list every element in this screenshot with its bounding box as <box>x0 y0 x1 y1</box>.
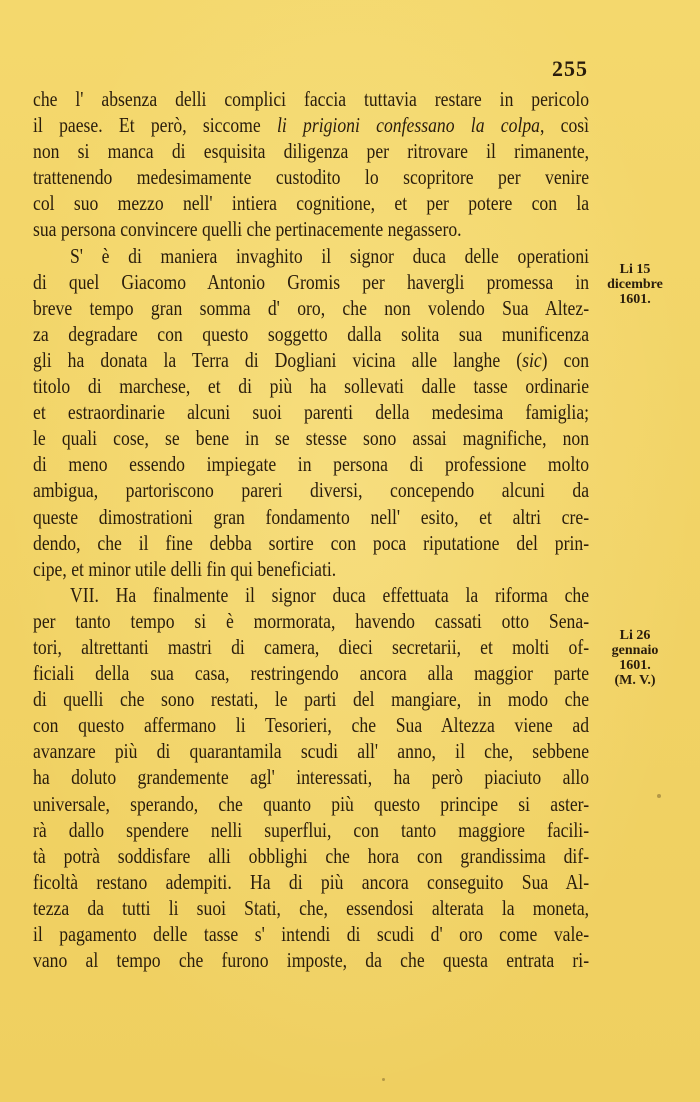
body-text <box>33 86 589 973</box>
text-line: ficiali della sua casa, restringendo ancora alla maggior parte <box>33 661 590 686</box>
text-line: ficoltà restano adempiti. Ha di più ancora conseguito Sua Al- <box>33 869 590 894</box>
text-segment: il paese. Et però, siccome <box>33 113 277 138</box>
page-number: 255 <box>552 56 588 81</box>
text-line: ha doluto grandemente agl' interessati, ha però piaciuto allo <box>33 765 590 790</box>
text-line: tori, altrettanti mastri di camera, dieci secretarii, et molti of- <box>33 634 590 659</box>
margin-note-line: 1601. <box>619 292 651 307</box>
text-line: avanzare più di quarantamila scudi all' anno, il che, sebbene <box>33 739 590 764</box>
text-line: dendo, che il fine debba sortire con poca riputatione del prin- <box>33 530 590 555</box>
text-line: titolo di marchese, et di più ha sollevati dalle tasse ordinarie <box>33 374 590 399</box>
margin-note-line: Li 15 <box>619 262 651 277</box>
text-line: cipe, et minor utile delli fin qui beneficiati. <box>33 556 337 581</box>
italic-sic: sic <box>522 347 542 372</box>
text-line: sua persona convincere quelli che pertinacemente negassero. <box>33 217 462 242</box>
text-line: et estraordinarie alcuni suoi parenti della medesima famiglia; <box>33 400 590 425</box>
text-line: za degradare con questo soggetto dalla solita sua munificenza <box>33 321 590 346</box>
margin-note-line: 1601. <box>619 658 651 673</box>
text-line <box>33 112 589 138</box>
text-line: breve tempo gran somma d' oro, che non volendo Sua Altez- <box>33 295 590 320</box>
text-segment: gli ha donata la Terra di Dogliani vicina alle langhe ( <box>33 347 523 372</box>
margin-date-note <box>600 262 670 307</box>
text-line: vano al tempo che furono imposte, da che questa entrata ri- <box>33 948 590 973</box>
margin-note-line: dicembre <box>607 277 663 292</box>
text-line: tezza da tutti li suoi Stati, che, essendosi alterata la moneta, <box>33 895 590 920</box>
text-line: con questo affermano li Tesorieri, che Sua Altezza viene ad <box>33 713 590 738</box>
text-line: ambigua, partoriscono pareri diversi, concependo alcuni da <box>33 478 590 503</box>
margin-note-line: (M. V.) <box>614 673 656 688</box>
margin-note-line: Li 26 <box>619 628 651 643</box>
margin-note-line: gennaio <box>611 643 659 658</box>
text-line: di meno essendo impiegate in persona di professione molto <box>33 452 590 477</box>
text-segment: , così <box>539 113 590 138</box>
italic-phrase: li prigioni confessano la colpa <box>276 113 540 138</box>
text-line: tà potrà soddisfare alli obblighi che hora con grandissima dif- <box>33 843 590 868</box>
text-line: che l' absenza delli complici faccia tuttavia restare in pericolo <box>33 87 590 111</box>
text-line: col suo mezzo nell' intiera cognitione, et per potere con la <box>33 191 590 216</box>
margin-date-note <box>600 628 670 688</box>
paper-speck <box>657 794 661 798</box>
text-line: universale, sperando, che quanto più questo principe si aster- <box>33 791 590 816</box>
text-line: le quali cose, se bene in se stesse sono assai magnifiche, non <box>33 426 590 451</box>
text-line <box>33 347 589 373</box>
text-segment: ) con <box>541 347 590 372</box>
text-line: S' è di maniera invaghito il signor duca delle operationi <box>69 243 590 268</box>
paper-speck <box>382 1078 385 1081</box>
text-line: non si manca di esquisita diligenza per ritrovare il rimanente, <box>33 139 590 164</box>
text-line: di quel Giacomo Antonio Gromis per havergli promessa in <box>33 269 590 294</box>
text-line: di quelli che sono restati, le parti del mangiare, in modo che <box>33 687 590 712</box>
text-line: il pagamento delle tasse s' intendi di scudi d' oro come vale- <box>33 922 590 946</box>
text-line: trattenendo medesimamente custodito lo scopritore per venire <box>33 165 590 190</box>
text-line: queste dimostrationi gran fondamento nell' esito, et altri cre- <box>33 504 590 529</box>
text-line: rà dallo spendere nelli superflui, con tanto maggiore facili- <box>33 817 590 842</box>
text-line: per tanto tempo si è mormorata, havendo cassati otto Sena- <box>33 608 590 633</box>
text-line: VII. Ha finalmente il signor duca effettuata la riforma che <box>69 582 590 607</box>
